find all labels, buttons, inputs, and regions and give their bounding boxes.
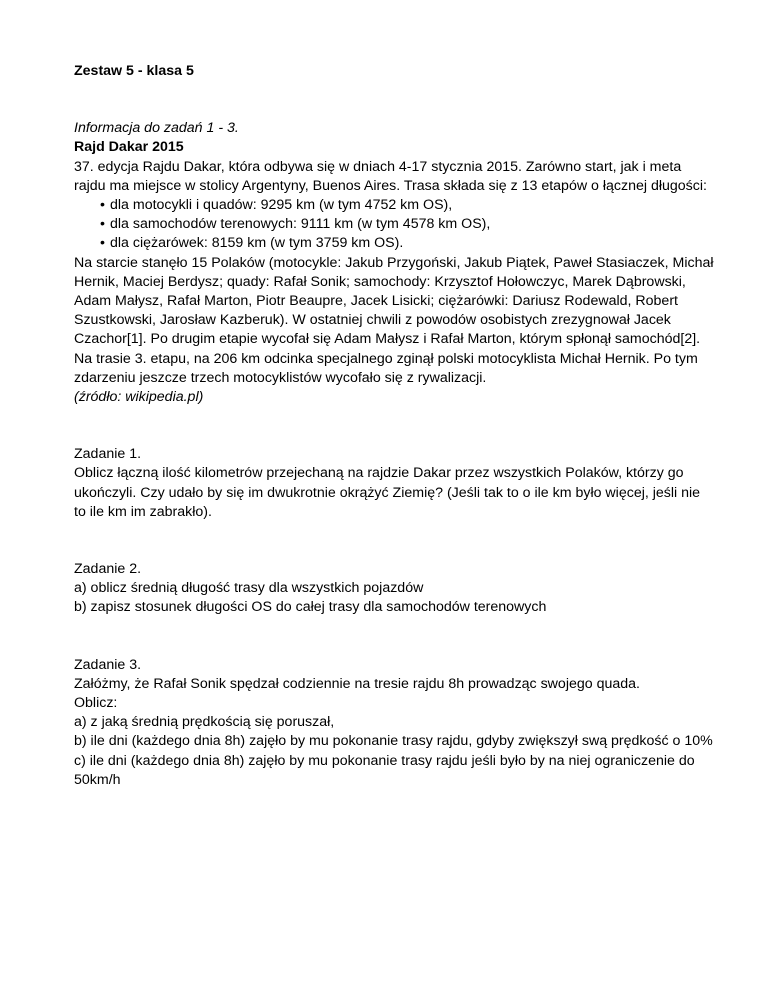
info-source: (źródło: wikipedia.pl) bbox=[74, 389, 204, 406]
task-text: b) ile dni (każdego dnia 8h) zajęło by mu pokonanie trasy rajdu, gdyby zwiększył swą prędkość o 10% bbox=[74, 733, 713, 750]
task-text: c) ile dni (każdego dnia 8h) zajęło by mu pokonanie trasy rajdu jeśli było by na niej ograniczenie do 50km/h bbox=[74, 752, 695, 788]
task-text: b) zapisz stosunek długości OS do całej trasy dla samochodów terenowych bbox=[74, 599, 547, 616]
task-3 bbox=[74, 656, 714, 790]
list-item: • dla samochodów terenowych: 9111 km (w tym 4578 km OS), bbox=[74, 215, 714, 234]
list-item: • dla ciężarówek: 8159 km (w tym 3759 km OS). bbox=[74, 234, 714, 253]
task-heading: Zadanie 3. bbox=[74, 656, 142, 673]
task-text: a) z jaką średnią prędkością się poruszał, bbox=[74, 714, 335, 731]
info-heading: Informacja do zadań 1 - 3. bbox=[74, 120, 239, 137]
task-text: Oblicz: bbox=[74, 695, 118, 712]
list-item: • dla motocykli i quadów: 9295 km (w tym 4752 km OS), bbox=[74, 196, 714, 215]
info-paragraph: Na trasie 3. etapu, na 206 km odcinka specjalnego zginął polski motocyklista Michał Hernik. Po tym zdarzeniu jeszcze trzech motocyklistów wycofało się z rywalizacji. bbox=[74, 350, 698, 386]
task-heading: Zadanie 1. bbox=[74, 446, 142, 463]
route-length-list bbox=[74, 196, 714, 254]
info-section bbox=[74, 119, 714, 407]
task-text: Oblicz łączną ilość kilometrów przejechaną na rajdzie Dakar przez wszystkich Polaków, którzy go ukończyli. Czy udało by się im dwukrotnie okrążyć Ziemię? (Jeśli tak to o ile km było więcej, jeśli nie to ile km im zabrakło). bbox=[74, 465, 701, 520]
task-text: a) oblicz średnią długość trasy dla wszystkich pojazdów bbox=[74, 580, 424, 597]
document-page bbox=[74, 62, 714, 790]
task-1 bbox=[74, 445, 714, 522]
document-title: Zestaw 5 - klasa 5 bbox=[74, 63, 194, 79]
task-text: Załóżmy, że Rafał Sonik spędzał codziennie na tresie rajdu 8h prowadząc swojego quada. bbox=[74, 675, 640, 692]
task-heading: Zadanie 2. bbox=[74, 561, 142, 578]
info-subtitle: Rajd Dakar 2015 bbox=[74, 139, 184, 156]
info-paragraph: 37. edycja Rajdu Dakar, która odbywa się w dniach 4-17 stycznia 2015. Zarówno start, jak i meta rajdu ma miejsce w stolicy Argentyny, Buenos Aires. Trasa składa się z 13 etapów o łącznej długości: bbox=[74, 158, 707, 194]
task-2 bbox=[74, 560, 714, 618]
info-paragraph: Na starcie stanęło 15 Polaków (motocykle: Jakub Przygoński, Jakub Piątek, Paweł Stasiaczek, Michał Hernik, Maciej Berdysz; quady: Rafał Sonik; samochody: Krzysztof Hołowczyc, Marek Dąbrowski, Adam Małysz, Rafał Marton, Piotr Beaupre, Jacek Lisicki; ciężarówki: Dariusz Rodewald, Robert Szustkowski, Jarosław Kazberuk). W ostatniej chwili z powodów osobistych zrezygnował Jacek Czachor[1]. Po drugim etapie wycofał się Adam Małysz i Rafał Marton, którym spłonął samochód[2]. bbox=[74, 254, 714, 348]
